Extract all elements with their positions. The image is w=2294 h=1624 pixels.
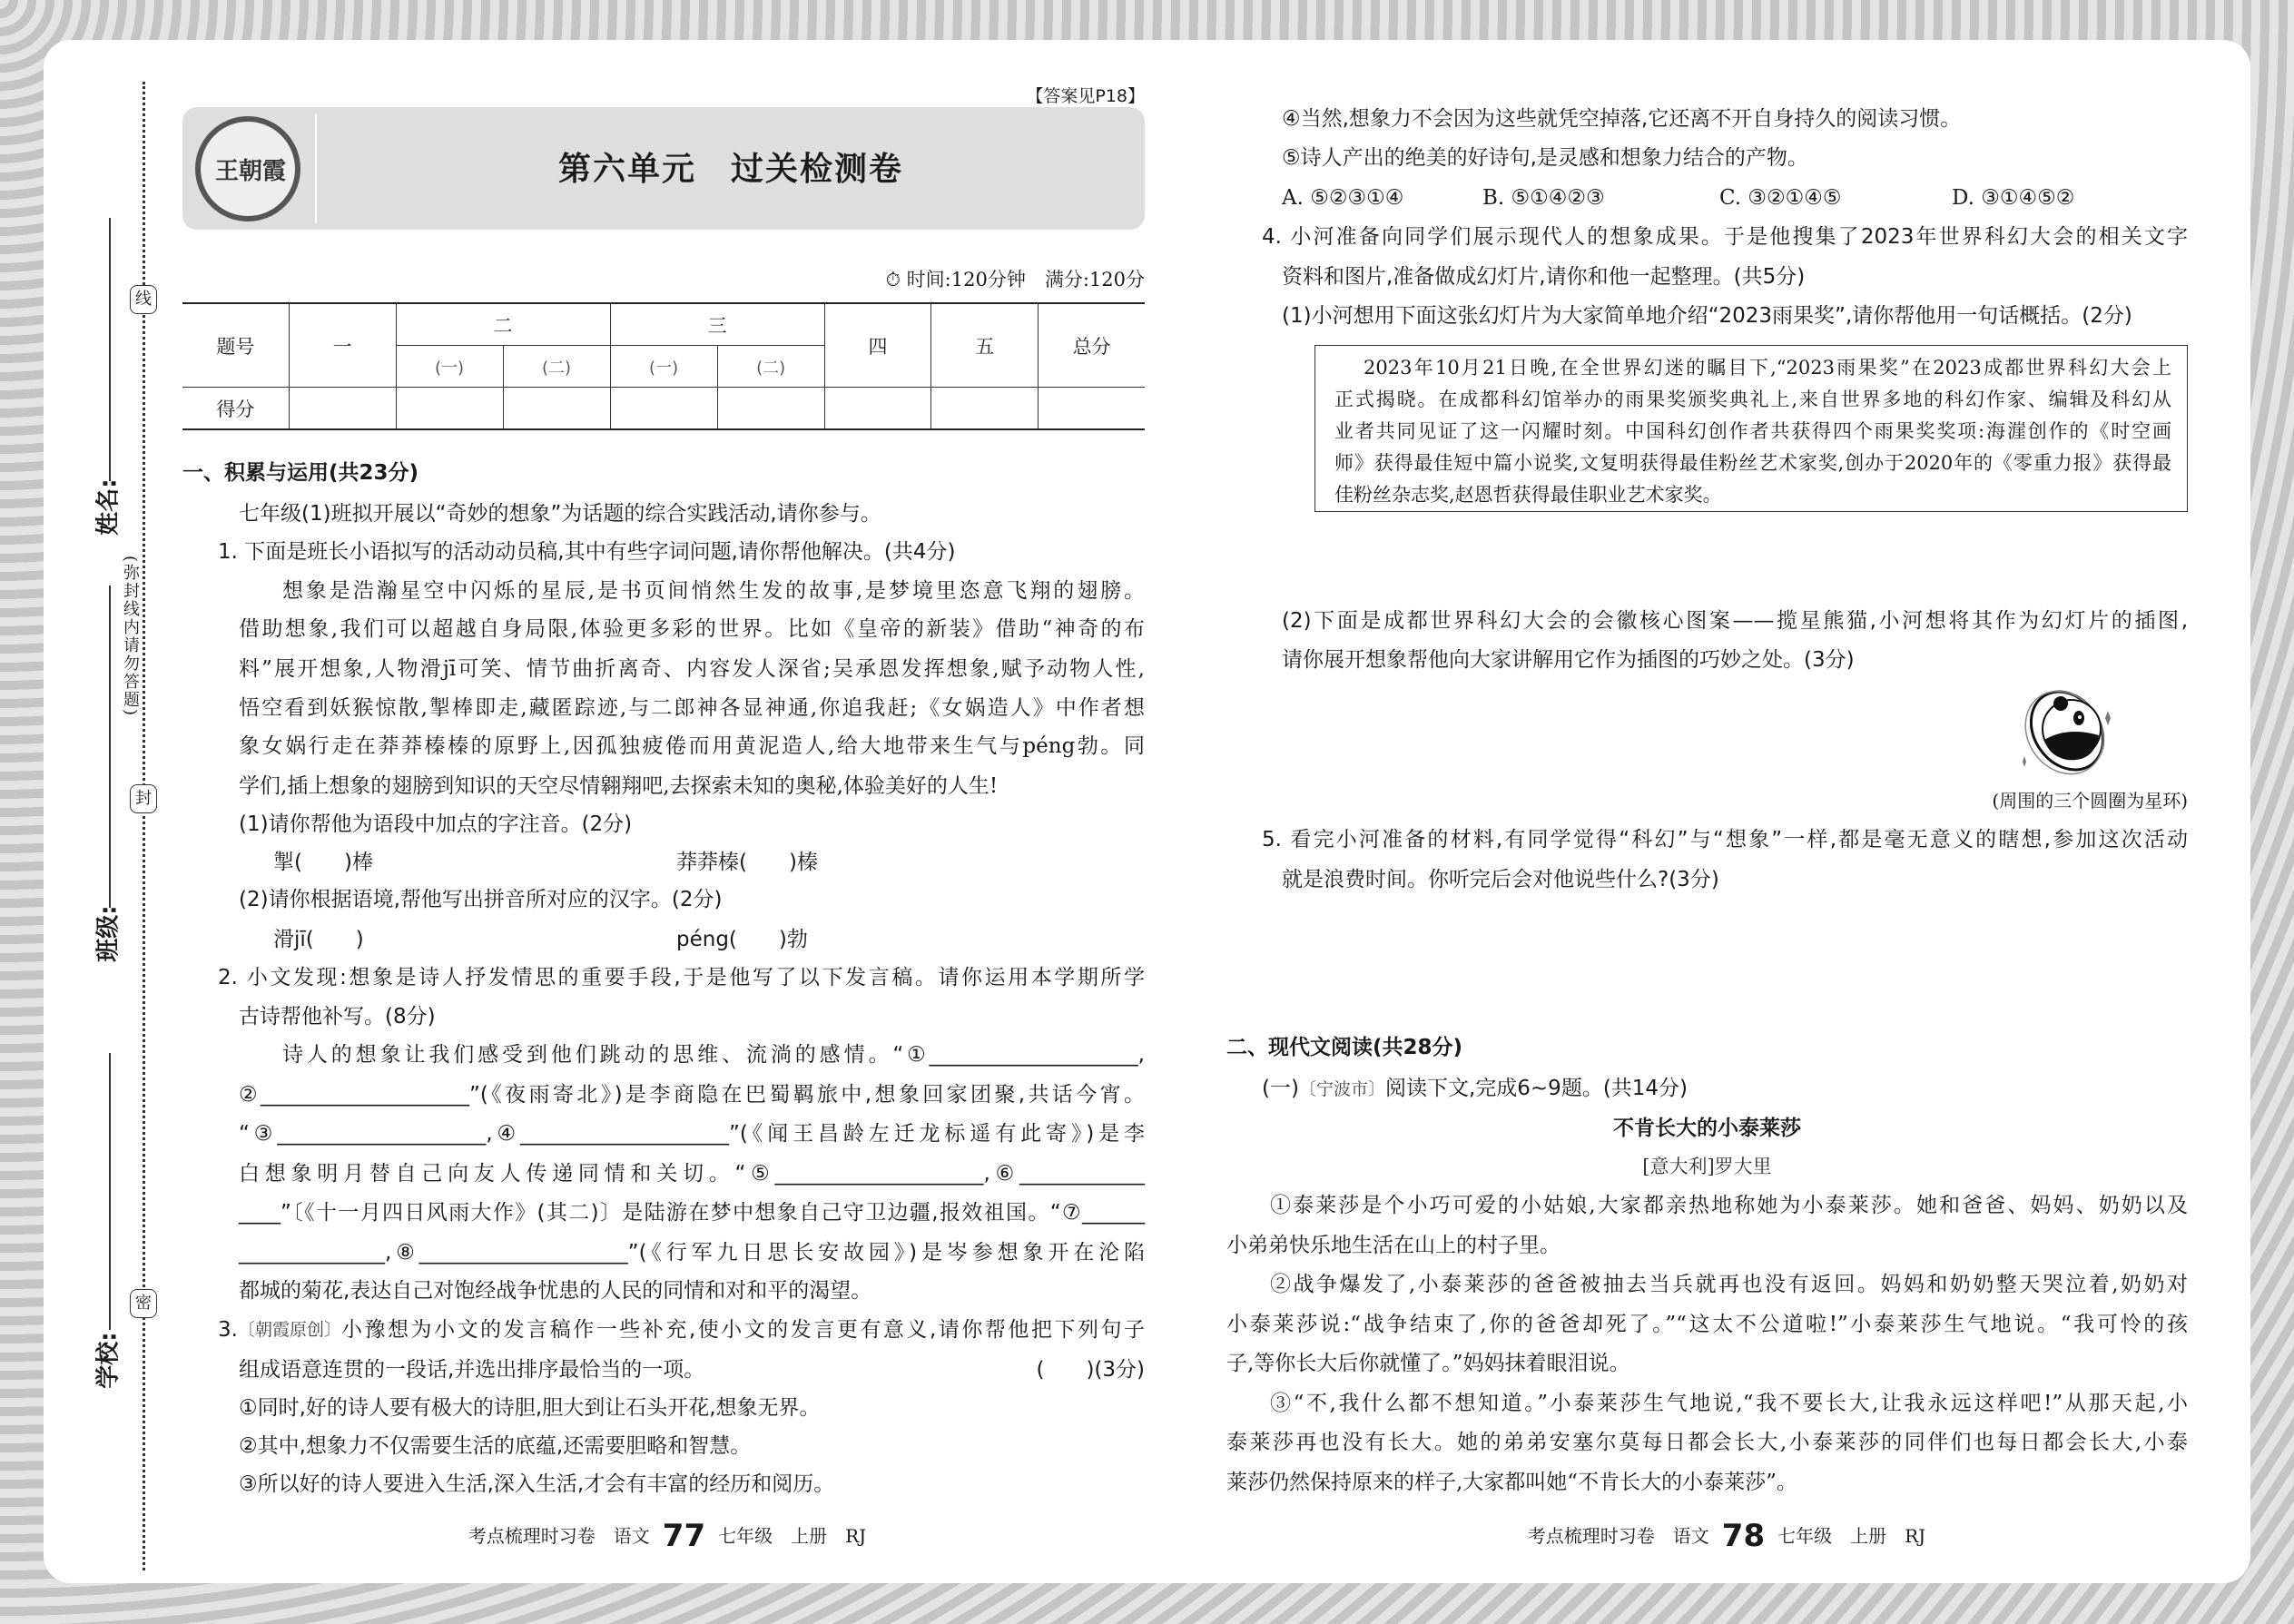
section-heading: 一、积累与运用(共23分) bbox=[182, 461, 419, 485]
story-title: 不肯长大的小泰莱莎 bbox=[1613, 1117, 1801, 1140]
class-line bbox=[109, 586, 111, 908]
table-header: 题号 bbox=[182, 303, 289, 388]
name-line bbox=[109, 218, 111, 481]
story-line: 泰莱莎再也没有长大。她的弟弟安塞尔莫每日都会长大,小泰莱莎的同伴们也每日都会长大,小泰 bbox=[1226, 1431, 2188, 1454]
story-author: [意大利]罗大里 bbox=[1642, 1156, 1772, 1177]
passage-line: 象女娲行走在莽莽榛榛的原野上,因孤独疲倦而用黄泥造人,给大地带来生气与péng勃。同 bbox=[239, 734, 1145, 758]
score-cell[interactable] bbox=[289, 388, 396, 430]
passage-line: 借助想象,我们可以超越自身局限,体验更多彩的世界。比如《皇帝的新装》借助“神奇的布 bbox=[239, 617, 1145, 641]
part-instruction: 阅读下文,完成6~9题。(共14分) bbox=[1384, 1077, 1689, 1100]
footer-book: 考点梳理时习卷 语文 bbox=[468, 1525, 650, 1547]
panda-emblem-icon bbox=[2017, 685, 2117, 776]
page-title: 第六单元 过关检测卷 bbox=[557, 151, 903, 188]
footer-grade: 七年级 上册 RJ bbox=[1777, 1525, 1926, 1547]
class-label: 班级: bbox=[94, 905, 123, 962]
table-header: 一 bbox=[289, 303, 396, 388]
question-1: 1. 下面是班长小语拟写的活动动员稿,其中有些字词问题,请你帮他解决。(共4分) bbox=[218, 540, 956, 564]
answer-reference: 【答案见P18】 bbox=[1026, 86, 1145, 106]
time-info: ⏱ 时间:120分钟 满分:120分 bbox=[885, 269, 1145, 290]
score-cell[interactable] bbox=[396, 388, 503, 430]
part-heading bbox=[1262, 1068, 1688, 1108]
story-line: ②战争爆发了,小泰莱莎的爸爸被抽去当兵就再也没有返回。妈妈和奶奶整天哭泣着,奶奶对 bbox=[1270, 1273, 2188, 1296]
fill-line[interactable]: ____”〔《十一月四日风雨大作》(其二)〕是陆游在梦中想象自己守卫边疆,报效祖国。“⑦______ bbox=[239, 1201, 1145, 1225]
answer-slot[interactable]: péng( )勃 bbox=[676, 928, 808, 951]
sub-question: (2)请你根据语境,帮他写出拼音所对应的汉字。(2分) bbox=[239, 888, 723, 911]
table-header: 总分 bbox=[1039, 303, 1145, 388]
page-number: 77 bbox=[662, 1518, 706, 1554]
question-5: 就是浪费时间。你听完后会对他说些什么?(3分) bbox=[1282, 868, 1719, 891]
publisher-logo bbox=[195, 116, 300, 221]
fill-line[interactable]: 白想象明月替自己向友人传递同情和关切。“⑤____________________,⑥____________ bbox=[239, 1162, 1145, 1186]
story-line: 子,等你长大后你就懂了。”妈妈抹着眼泪说。 bbox=[1226, 1352, 1630, 1375]
question-number: 3. bbox=[218, 1318, 238, 1342]
table-subheader: (一) bbox=[396, 346, 503, 388]
table-row-label: 得分 bbox=[182, 388, 289, 430]
sub-question: (1)小河想用下面这张幻灯片为大家简单地介绍“2023雨果奖”,请你帮他用一句话概括。(2分) bbox=[1282, 304, 2132, 328]
question-text: 小豫想为小文的发言稿作一些补充,使小文的发言更有意义,请你帮他把下列句子 bbox=[340, 1318, 1145, 1342]
table-header: 五 bbox=[931, 303, 1039, 388]
box-line: 佳粉丝杂志奖,赵恩哲获得最佳职业艺术家奖。 bbox=[1334, 484, 1722, 506]
page-footer bbox=[454, 1518, 881, 1554]
fill-line[interactable]: ______________,⑧____________________”(《行军九日思长安故园》)是岑参想象开在沦陷 bbox=[239, 1241, 1145, 1265]
page-number: 78 bbox=[1721, 1518, 1766, 1554]
story-line: 小弟弟快乐地生活在山上的村子里。 bbox=[1226, 1234, 1561, 1257]
question-2: 古诗帮他补写。(8分) bbox=[239, 1005, 436, 1029]
school-line bbox=[109, 1053, 111, 1330]
box-line: 2023年10月21日晚,在全世界幻迷的瞩目下,“2023雨果奖”在2023成都世界科幻大会上 bbox=[1364, 357, 2171, 379]
table-header: 二 bbox=[396, 303, 610, 346]
table-header: 四 bbox=[824, 303, 931, 388]
fill-line[interactable]: “③____________________,④____________________”(《闻王昌龄左迁龙标遥有此寄》)是李 bbox=[239, 1122, 1145, 1146]
box-line: 业者共同见证了这一闪耀时刻。中国科幻创作者共获得四个雨果奖奖项:海漄创作的《时空画 bbox=[1334, 420, 2171, 442]
sub-question: 请你展开想象帮他向大家讲解用它作为插图的巧妙之处。(3分) bbox=[1282, 648, 1855, 672]
score-cell[interactable] bbox=[931, 388, 1039, 430]
score-cell[interactable] bbox=[717, 388, 824, 430]
question-4: 资料和图片,准备做成幻灯片,请你和他一起整理。(共5分) bbox=[1282, 265, 1806, 289]
passage-line: 想象是浩瀚星空中闪烁的星辰,是书页间悄然生发的故事,是梦境里恣意飞翔的翅膀。 bbox=[282, 579, 1145, 603]
question-3-line: 组成语意连贯的一段话,并选出排序最恰当的一项。 bbox=[239, 1358, 705, 1382]
score-cell[interactable] bbox=[610, 388, 717, 430]
section-heading: 二、现代文阅读(共28分) bbox=[1226, 1036, 1463, 1059]
score-cell[interactable] bbox=[824, 388, 931, 430]
question-4: 4. 小河准备向同学们展示现代人的想象成果。于是他搜集了2023年世界科幻大会的相关文字 bbox=[1262, 225, 2188, 249]
score-table bbox=[182, 302, 1145, 430]
table-subheader: (二) bbox=[717, 346, 824, 388]
source-tag: 〔朝霞原创〕 bbox=[237, 1320, 341, 1340]
question-3 bbox=[218, 1310, 1145, 1350]
fill-line[interactable]: 诗人的想象让我们感受到他们跳动的思维、流淌的感情。“①____________________, bbox=[282, 1043, 1145, 1067]
story-line: ①泰莱莎是个小巧可爱的小姑娘,大家都亲热地称她为小泰莱莎。她和爸爸、妈妈、奶奶以及 bbox=[1270, 1194, 2188, 1217]
fill-line: 都城的菊花,表达自己对饱经战争忧患的人民的同情和对和平的渴望。 bbox=[239, 1279, 872, 1303]
seal-char: 密 bbox=[130, 1289, 157, 1318]
table-subheader: (二) bbox=[503, 346, 610, 388]
question-5: 5. 看完小河准备的材料,有同学觉得“科幻”与“想象”一样,都是毫无意义的瞎想,参加这次活动 bbox=[1262, 828, 2188, 851]
answer-bracket[interactable]: ( )(3分) bbox=[1036, 1358, 1145, 1382]
passage-line: 悟空看到妖猴惊散,掣棒即走,藏匿踪迹,与二郎神各显神通,你追我赶;《女娲造人》中作者想 bbox=[239, 696, 1145, 720]
story-line: ③“不,我什么都不想知道。”小泰莱莎生气地说,“我不要长大,让我永远这样吧!”从那天起,小 bbox=[1270, 1392, 2188, 1415]
option-d[interactable]: D. ③①④⑤② bbox=[1952, 186, 2075, 210]
sub-question: (2)下面是成都世界科幻大会的会徽核心图案——揽星熊猫,小河想将其作为幻灯片的插图, bbox=[1282, 609, 2188, 633]
answer-slot[interactable]: 滑jī( ) bbox=[273, 928, 364, 951]
passage-line: 学们,插上想象的翅膀到知识的天空尽情翱翔吧,去探索未知的奥秘,体验美好的人生! bbox=[239, 774, 999, 798]
option-c[interactable]: C. ③②①④⑤ bbox=[1719, 186, 1842, 210]
footer-grade: 七年级 上册 RJ bbox=[718, 1525, 867, 1547]
table-subheader: (一) bbox=[610, 346, 717, 388]
seal-char: 封 bbox=[130, 784, 157, 813]
sentence-item: ⑤诗人产出的绝美的好诗句,是灵感和想象力结合的产物。 bbox=[1282, 146, 1808, 170]
story-line: 小泰莱莎说:“战争结束了,你的爸爸却死了。”“这太不公道啦!”小泰莱莎生气地说。“我可怜的孩 bbox=[1226, 1313, 2188, 1336]
sentence-item: ②其中,想象力不仅需要生活的底蕴,还需要胆略和智慧。 bbox=[239, 1434, 752, 1458]
fill-line[interactable]: ②____________________”(《夜雨寄北》)是李商隐在巴蜀羁旅中,想象回家团聚,共话今宵。 bbox=[239, 1083, 1145, 1107]
part-number: (一) bbox=[1262, 1077, 1299, 1100]
sub-question: (1)请你帮他为语段中加点的字注音。(2分) bbox=[239, 812, 633, 836]
footer-book: 考点梳理时习卷 语文 bbox=[1527, 1525, 1709, 1547]
box-line: 师》获得最佳短中篇小说奖,文复明获得最佳粉丝艺术家奖,创办于2020年的《零重力报》获得最 bbox=[1334, 452, 2171, 474]
name-label: 姓名: bbox=[94, 478, 123, 536]
table-header: 三 bbox=[610, 303, 824, 346]
answer-slot[interactable]: 掣( )棒 bbox=[273, 851, 373, 874]
sentence-item: ④当然,想象力不会因为这些就凭空掉落,它还离不开自身持久的阅读习惯。 bbox=[1282, 107, 1962, 131]
school-label: 学校: bbox=[94, 1332, 123, 1389]
score-cell[interactable] bbox=[503, 388, 610, 430]
sentence-item: ③所以好的诗人要进入生活,深入生活,才会有丰富的经历和阅历。 bbox=[239, 1472, 835, 1496]
score-cell[interactable] bbox=[1039, 388, 1145, 430]
seal-note: (弥封线内请勿答题) bbox=[121, 556, 140, 718]
answer-slot[interactable]: 莽莽榛( )榛 bbox=[676, 851, 818, 874]
story-line: 莱莎仍然保持原来的样子,大家都叫她“不肯长大的小泰莱莎”。 bbox=[1226, 1471, 1797, 1494]
section-intro: 七年级(1)班拟开展以“奇妙的想象”为话题的综合实践活动,请你参与。 bbox=[239, 502, 881, 526]
seal-char: 线 bbox=[130, 285, 157, 314]
source-tag: 〔宁波市〕 bbox=[1298, 1079, 1385, 1099]
option-a[interactable]: A. ⑤②③①④ bbox=[1282, 186, 1404, 210]
box-line: 正式揭晓。在成都科幻馆举办的雨果奖颁奖典礼上,来自世界多地的科幻作家、编辑及科幻从 bbox=[1334, 389, 2171, 410]
question-2: 2. 小文发现:想象是诗人抒发情思的重要手段,于是他写了以下发言稿。请你运用本学期所学 bbox=[218, 966, 1145, 989]
logo-text: 王朝霞 bbox=[215, 158, 287, 185]
page-footer bbox=[1513, 1518, 1940, 1554]
sentence-item: ①同时,好的诗人要有极大的诗胆,胆大到让石头开花,想象无界。 bbox=[239, 1396, 821, 1420]
header-banner bbox=[182, 107, 1145, 230]
passage-line: 料”展开想象,人物滑jī可笑、情节曲折离奇、内容发人深省;吴承恩发挥想象,赋予动物人性, bbox=[239, 657, 1145, 681]
option-b[interactable]: B. ⑤①④②③ bbox=[1482, 186, 1605, 210]
image-caption: (周围的三个圆圈为星环) bbox=[1992, 790, 2188, 812]
